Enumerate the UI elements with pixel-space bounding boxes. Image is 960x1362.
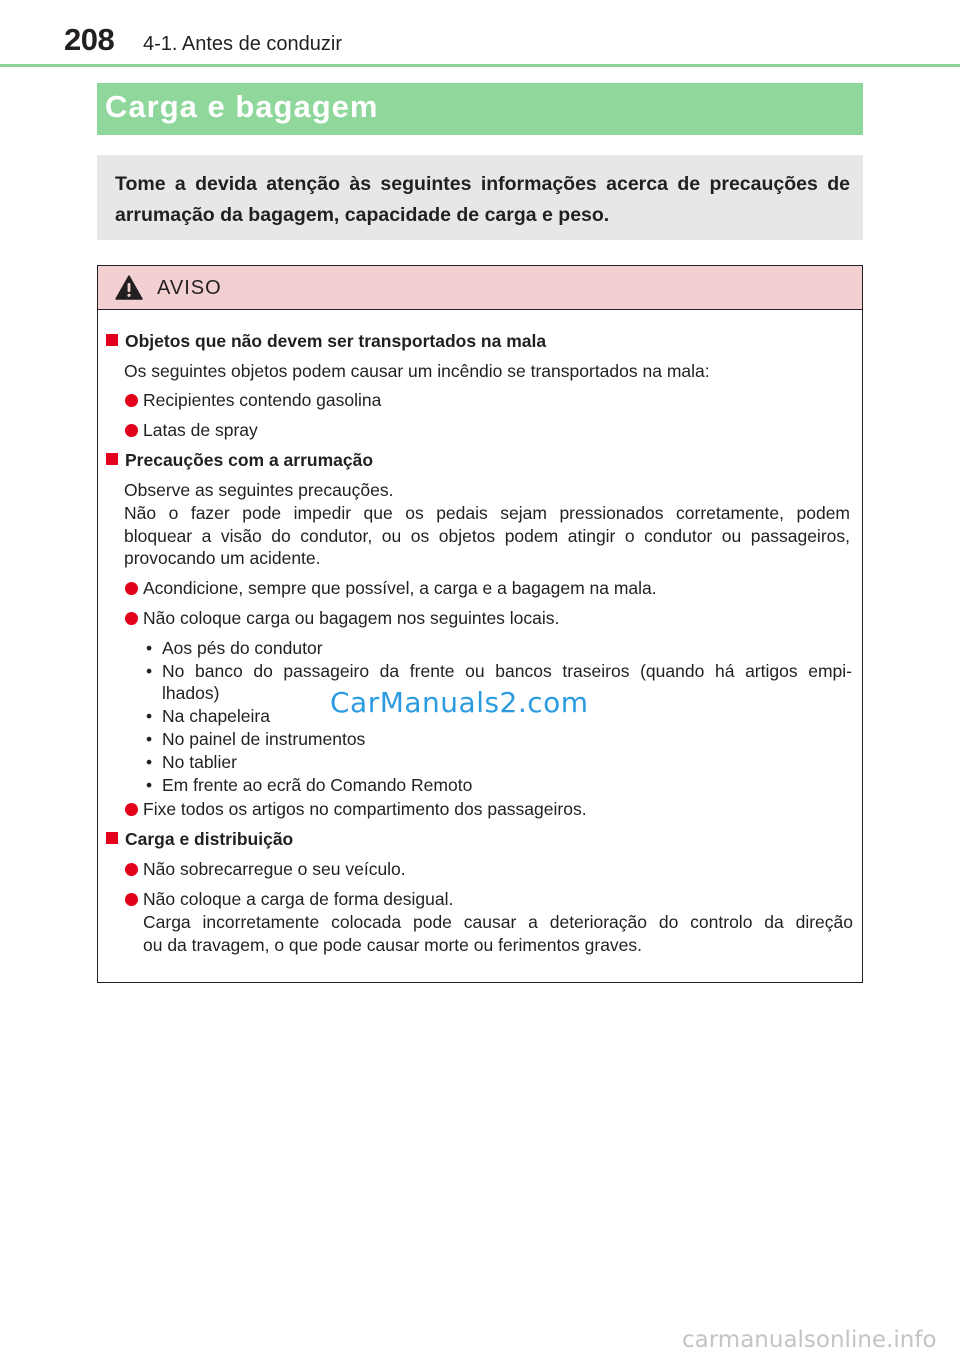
list-item-detail: ou da travagem, o que pode causar morte ou ferimentos graves.	[143, 935, 643, 955]
square-bullet-icon	[106, 832, 118, 844]
sub-bullet-mark: •	[146, 775, 153, 795]
warning-label: AVISO	[157, 277, 222, 299]
list-item: Recipientes contendo gasolina	[143, 390, 382, 410]
round-bullet-icon	[125, 803, 138, 816]
list-item: Latas de spray	[143, 420, 258, 440]
round-bullet-icon	[125, 863, 138, 876]
sub-list-item: Aos pés do condutor	[162, 638, 323, 658]
sub-list-item: Em frente ao ecrã do Comando Remoto	[162, 775, 473, 795]
sub-list-item: Na chapeleira	[162, 706, 270, 726]
list-item-detail: Carga incorretamente colocada pode causar a deterioração do controlo da direção	[143, 912, 853, 932]
round-bullet-icon	[125, 893, 138, 906]
sub-list-item: No painel de instrumentos	[162, 729, 366, 749]
warning-triangle-icon	[115, 275, 143, 300]
square-bullet-icon	[106, 334, 118, 346]
sub-bullet-mark: •	[146, 661, 153, 681]
sub-list-item: No banco do passageiro da frente ou bancos traseiros (quando há artigos empi-	[162, 661, 852, 681]
header-divider	[0, 64, 960, 67]
section-text: provocando um acidente.	[124, 548, 321, 568]
section-text: Os seguintes objetos podem causar um incêndio se transportados na mala:	[124, 361, 710, 381]
list-item: Não sobrecarregue o seu veículo.	[143, 859, 406, 879]
intro-text: Tome a devida atenção às seguintes informações acerca de precauções de arrumação da bagagem, capacidade de carga e peso.	[115, 173, 850, 226]
square-bullet-icon	[106, 453, 118, 465]
list-item: Não coloque carga ou bagagem nos seguintes locais.	[143, 608, 560, 628]
list-item: Não coloque a carga de forma desigual.	[143, 889, 454, 909]
sub-list-item: No tablier	[162, 752, 237, 772]
section-text: bloquear a visão do condutor, ou os objetos podem atingir o condutor ou passageiros,	[124, 526, 850, 546]
section-heading: Carga e distribuição	[106, 828, 293, 850]
warning-box	[97, 265, 863, 983]
section-heading: Precauções com a arrumação	[106, 449, 373, 471]
round-bullet-icon	[125, 424, 138, 437]
title-bar	[97, 83, 863, 135]
footer-watermark: carmanualsonline.info	[682, 1327, 937, 1353]
page-number: 208	[64, 22, 115, 57]
round-bullet-icon	[125, 612, 138, 625]
sub-bullet-mark: •	[146, 729, 153, 749]
section-text: Observe as seguintes precauções.	[124, 480, 394, 500]
page-title: Carga e bagagem	[105, 89, 379, 124]
sub-bullet-mark: •	[146, 752, 153, 772]
list-item: Acondicione, sempre que possível, a carga e a bagagem na mala.	[143, 578, 657, 598]
list-item: Fixe todos os artigos no compartimento dos passageiros.	[143, 799, 587, 819]
section-text: Não o fazer pode impedir que os pedais sejam pressionados corretamente, podem	[124, 503, 850, 523]
sub-list-item: lhados)	[162, 683, 220, 703]
sub-bullet-mark: •	[146, 638, 153, 658]
round-bullet-icon	[125, 582, 138, 595]
round-bullet-icon	[125, 394, 138, 407]
watermark: CarManuals2.com	[330, 686, 589, 719]
sub-bullet-mark: •	[146, 706, 153, 726]
page-header	[0, 0, 960, 68]
intro-box	[97, 155, 863, 240]
warning-header	[98, 266, 862, 310]
section-breadcrumb: 4-1. Antes de conduzir	[143, 33, 343, 55]
section-heading: Objetos que não devem ser transportados na mala	[106, 330, 546, 352]
